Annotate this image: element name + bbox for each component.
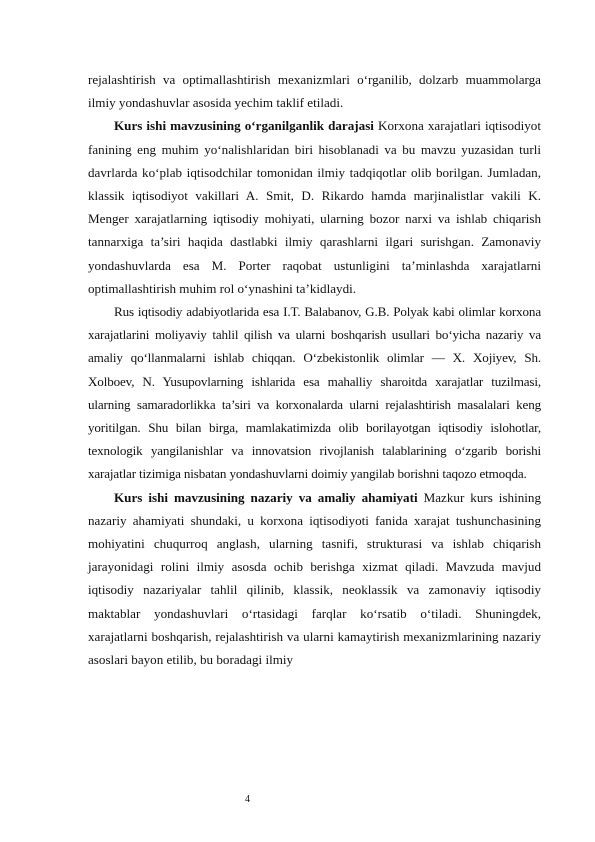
- paragraph-literature: [88, 300, 541, 486]
- paragraph-study-degree: [88, 114, 541, 300]
- paragraph-text: Korxona xarajatlari iqtisodiyot fanining eng muhim yo‘nalishlaridan biri hisoblanadi va bu mavzu yuzasidan turli davrlarda ko‘plab iqtisodchilar tomonidan ilmiy tadqiqotlar olib borilgan. Jumladan, klassik iqtisodiyot vakillari A. Smit, D. Rikardo hamda marjinalistlar vakili K. Menger xarajatlarning iqtisodiy mohiyati, ularning bozor narxi va ishlab chiqarish tannarxiga ta’siri haqida dastlabki ilmiy qarashlarni ilgari surishgan. Zamonaviy yondashuvlarda esa M. Porter raqobat ustunligini ta’minlashda xarajatlarni optimallashtirish muhim rol o‘ynashini ta’kidlaydi.: [88, 118, 541, 296]
- paragraph-continuation: [88, 68, 541, 114]
- document-page: [88, 68, 541, 671]
- section-heading: Kurs ishi mavzusining o‘rganilganlik darajasi: [114, 118, 374, 134]
- paragraph-text: Mazkur kurs ishining nazariy ahamiyati shundaki, u korxona iqtisodiyoti fanida xarajat tushunchasining mohiyatini chuqurroq anglash, ularning tasnifi, strukturasi va ishlab chiqarish jarayonidagi rolini ilmiy asosda ochib berishga xizmat qiladi. Mavzuda mavjud iqtisodiy nazariyalar tahlil qilinib, klassik, neoklassik va zamonaviy iqtisodiy maktablar yondashuvlari o‘rtasidagi farqlar ko‘rsatib o‘tiladi. Shuningdek, xarajatlarni boshqarish, rejalashtirish va ularni kamaytirish mexanizmlarining nazariy asoslari bayon etilib, bu boradagi ilmiy: [88, 489, 542, 668]
- paragraph-text: rejalashtirish va optimallashtirish mexanizmlari o‘rganilib, dolzarb muammolarga ilmiy yondashuvlar asosida yechim taklif etiladi.: [88, 72, 541, 111]
- page-number: [0, 794, 595, 805]
- page-number-text: 4: [245, 794, 250, 805]
- paragraph-significance: [88, 486, 541, 672]
- paragraph-text: Rus iqtisodiy adabiyotlarida esa I.T. Balabanov, G.B. Polyak kabi olimlar korxona xarajatlarini moliyaviy tahlil qilish va ularni boshqarish usullari bo‘yicha nazariy va amaliy qo‘llanmalarni ishlab chiqqan. O‘zbekistonlik olimlar — X. Xojiyev, Sh. Xolboev, N. Yusupovlarning ishlarida esa mahalliy sharoitda xarajatlar tuzilmasi, ularning samaradorlikka ta’siri va korxonalarda ularni rejalashtirish masalalari keng yoritilgan. Shu bilan birga, mamlakatimizda olib borilayotgan iqtisodiy islohotlar, texnologik yangilanishlar va innovatsion rivojlanish talablarining o‘zgarib borishi xarajatlar tizimiga nisbatan yondashuvlarni doimiy yangilab borishni taqozo etmoqda.: [88, 304, 541, 482]
- section-heading: Kurs ishi mavzusining nazariy va amaliy ahamiyati: [114, 489, 418, 505]
